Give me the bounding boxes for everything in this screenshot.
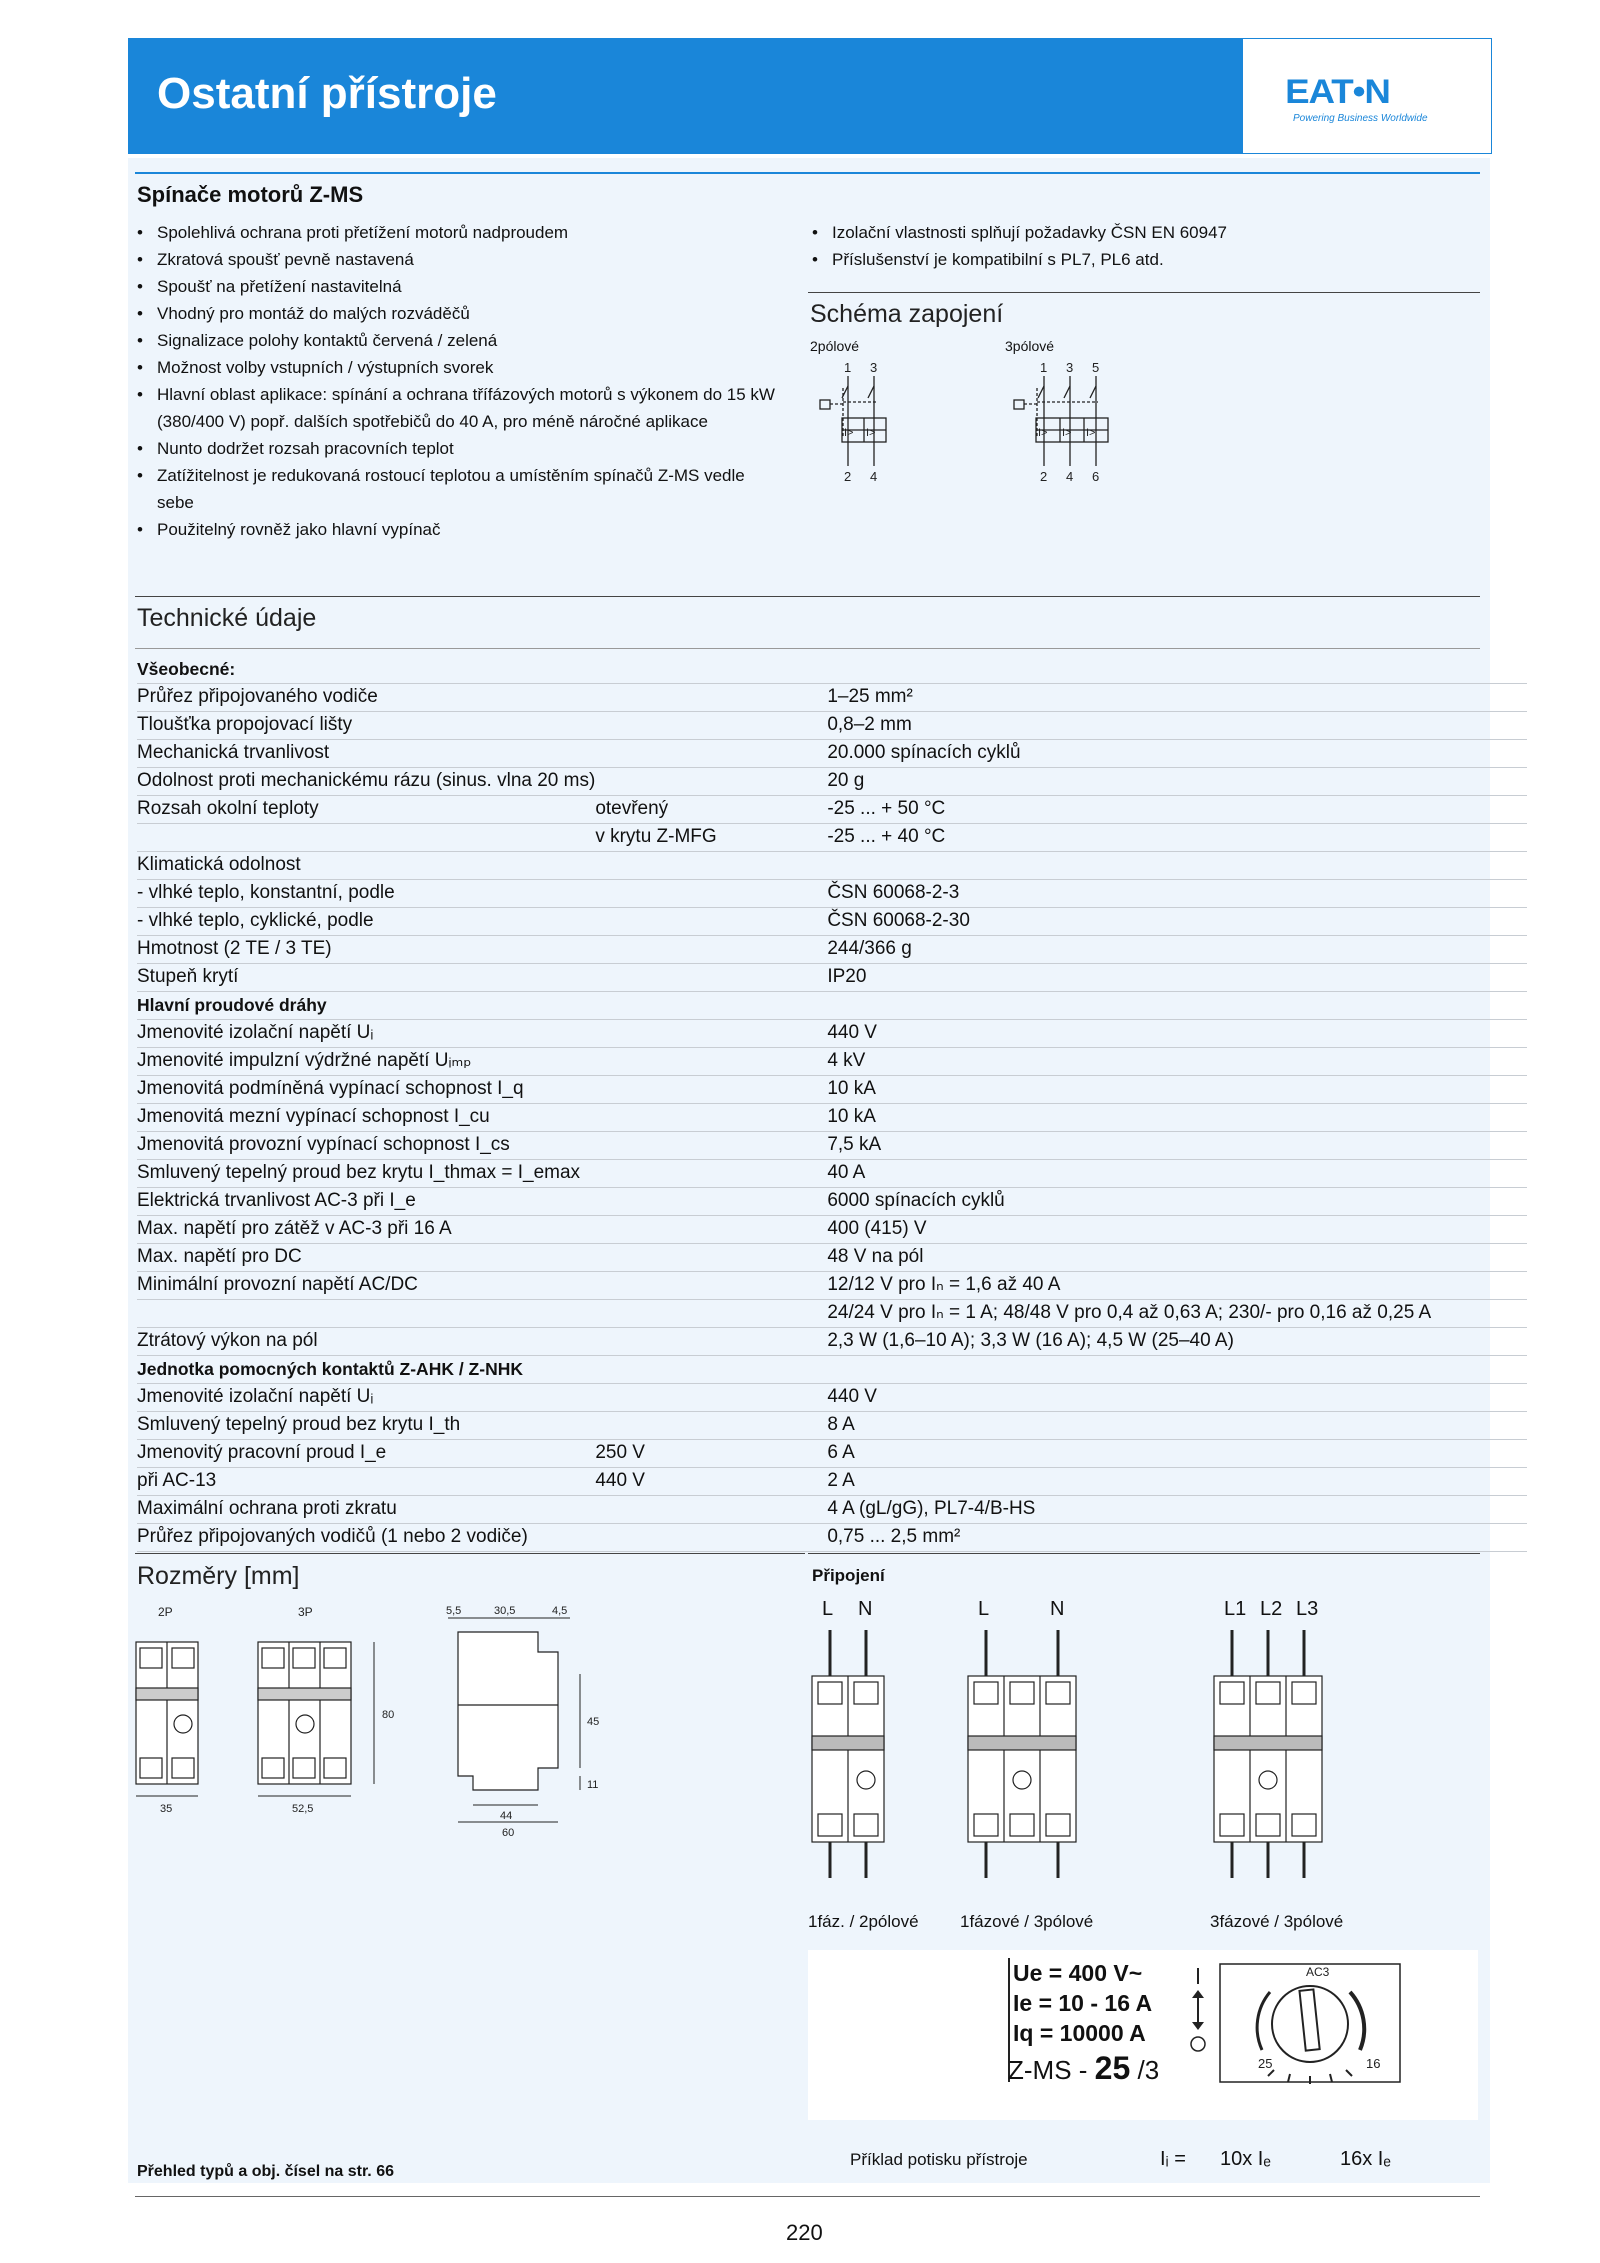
imprint-ie: Ie = 10 - 16 A: [1013, 1990, 1153, 2016]
dim-side-b: 11: [587, 1779, 599, 1791]
logo-tagline: Powering Business Worldwide: [1293, 113, 1428, 124]
tech-row: [137, 1244, 1527, 1272]
tech-condition: [595, 1328, 827, 1356]
dim-top-b: 30,5: [494, 1605, 516, 1617]
tech-divider: [135, 648, 1480, 649]
tech-condition: [595, 1384, 827, 1412]
dimension-drawing: [128, 1600, 608, 1850]
svg-text:I>: I>: [1062, 427, 1072, 439]
tech-condition: 250 V: [595, 1442, 645, 1463]
feature-item: • Nunto dodržet rozsah pracovních teplot: [137, 435, 777, 462]
tech-row: [137, 908, 1527, 936]
tech-param: Smluvený tepelný proud bez krytu I_thmax = I_emax: [137, 1162, 581, 1183]
tech-condition: [595, 1524, 827, 1552]
feature-item: • Spoušť na přetížení nastavitelná: [137, 273, 777, 300]
tech-condition: [595, 768, 827, 796]
feature-list-left: [137, 219, 777, 543]
tech-value: 400 (415) V: [827, 1218, 927, 1239]
term-2p-3: 3: [870, 360, 878, 375]
feature-item: • Možnost volby vstupních / výstupních svorek: [137, 354, 777, 381]
tech-param: Odolnost proti mechanickému rázu (sinus. vlna 20 ms): [137, 770, 596, 791]
imprint-type-value: 25: [1094, 2050, 1131, 2086]
tech-value: 6 A: [827, 1442, 855, 1463]
tech-value: 24/24 V pro Iₙ = 1 A; 48/48 V pro 0,4 až 0,63 A; 230/- pro 0,16 až 0,25 A: [827, 1302, 1432, 1323]
term-3p-4: 4: [1066, 469, 1074, 484]
tech-row: [137, 1440, 1527, 1468]
tech-param: Rozsah okolní teploty: [137, 798, 319, 819]
schema-label-3p: 3pólové: [1005, 338, 1055, 354]
connection-diagram: [966, 1620, 1084, 1880]
tech-row: [137, 1468, 1527, 1496]
phase-label: N: [1050, 1598, 1065, 1620]
tech-param: Maximální ochrana proti zkratu: [137, 1498, 397, 1519]
tech-value: 1–25 mm²: [827, 686, 913, 707]
eaton-logo: [1241, 39, 1491, 153]
tech-param: Jednotka pomocných kontaktů Z-AHK / Z-NHK: [137, 1359, 523, 1379]
tech-value: 7,5 kA: [827, 1134, 882, 1155]
connection-caption: 1fáz. / 2pólové: [808, 1912, 919, 1931]
tech-row: [137, 1300, 1527, 1328]
tech-value: 2 A: [827, 1470, 855, 1491]
tech-condition: 440 V: [595, 1470, 645, 1491]
feature-item: • Hlavní oblast aplikace: spínání a ochrana třífázových motorů s výkonem do 15 kW (380/400 V) popř. dalších spotřebičů do 40 A, pro méně náročné aplikace: [137, 381, 777, 435]
page-header: [128, 38, 1492, 154]
tech-row: [137, 1384, 1527, 1412]
tech-row: [137, 1412, 1527, 1440]
tech-condition: [595, 1356, 827, 1384]
feature-list-right: [812, 219, 1472, 273]
tech-condition: [595, 1188, 827, 1216]
tech-row: [137, 936, 1527, 964]
tech-param: Jmenovité izolační napětí Uᵢ: [137, 1022, 374, 1043]
tech-value: 48 V na pól: [827, 1246, 924, 1267]
dimensions-title: Rozměry [mm]: [137, 1562, 300, 1590]
schema-divider: [808, 292, 1480, 293]
tech-condition: [595, 880, 827, 908]
tech-row: [137, 1356, 1527, 1384]
tech-row: [137, 684, 1527, 712]
tech-param: [137, 824, 595, 852]
feature-item: • Zkratová spoušť pevně nastavená: [137, 246, 777, 273]
tech-param: Mechanická trvanlivost: [137, 742, 330, 763]
tech-param: Minimální provozní napětí AC/DC: [137, 1274, 418, 1295]
tech-value: -25 ... + 50 °C: [827, 798, 946, 819]
tech-value: 0,75 ... 2,5 mm²: [827, 1526, 961, 1547]
feature-item: • Izolační vlastnosti splňují požadavky ČSN EN 60947: [812, 219, 1472, 246]
tech-row: [137, 1076, 1527, 1104]
tech-value: ČSN 60068-2-3: [827, 882, 960, 903]
tech-row: [137, 796, 1527, 824]
imprint-10x: 10x Iₑ: [1220, 2148, 1271, 2170]
tech-value: [827, 1356, 1527, 1384]
conn-divider: [808, 1553, 1480, 1554]
feature-item: • Zatížitelnost je redukovaná rostoucí teplotou a umístěním spínačů Z-MS vedle sebe: [137, 462, 777, 516]
svg-text:I>: I>: [1086, 427, 1096, 439]
tech-condition: [595, 908, 827, 936]
connection-title: Připojení: [812, 1566, 885, 1585]
dim-side-h: 45: [587, 1716, 600, 1728]
tech-table: [137, 656, 1527, 1552]
imprint-16x: 16x Iₑ: [1340, 2148, 1391, 2170]
tech-row: [137, 964, 1527, 992]
tech-condition: [595, 992, 827, 1020]
tech-param: Jmenovité izolační napětí Uᵢ: [137, 1386, 374, 1407]
page-number: 220: [786, 2220, 823, 2245]
tech-condition: v krytu Z-MFG: [595, 826, 717, 847]
connection-caption: 3fázové / 3pólové: [1210, 1912, 1344, 1931]
tech-param: Jmenovitý pracovní proud I_e: [137, 1442, 387, 1463]
tech-divider-top: [135, 596, 1480, 597]
svg-text:I>: I>: [866, 427, 876, 439]
tech-value: [827, 656, 1527, 684]
logo-wordmark: EAT•N: [1285, 73, 1390, 111]
term-2p-4: 4: [870, 469, 878, 484]
tech-value: 12/12 V pro Iₙ = 1,6 až 40 A: [827, 1274, 1061, 1295]
tech-param: Jmenovitá mezní vypínací schopnost I_cu: [137, 1106, 490, 1127]
imprint-dial-min: 25: [1258, 2056, 1273, 2071]
tech-condition: [595, 1300, 827, 1328]
tech-param: Stupeň krytí: [137, 966, 239, 987]
tech-row: [137, 852, 1527, 880]
dim-side-w1: 44: [500, 1810, 513, 1822]
tech-row: [137, 1048, 1527, 1076]
tech-row: [137, 740, 1527, 768]
tech-param: Elektrická trvanlivost AC-3 při I_e: [137, 1190, 416, 1211]
imprint-ii: Iᵢ =: [1160, 2148, 1186, 2170]
dim-label-2p: 2P: [158, 1605, 173, 1619]
imprint-iq: Iq = 10000 A: [1013, 2020, 1146, 2046]
tech-value: 4 kV: [827, 1050, 866, 1071]
tech-param: Max. napětí pro DC: [137, 1246, 302, 1267]
tech-value: [827, 852, 1527, 880]
tech-condition: [595, 656, 827, 684]
phase-label: L1: [1224, 1598, 1247, 1620]
term-2p-1: 1: [844, 360, 852, 375]
dim-divider: [135, 1553, 805, 1554]
page-title: Ostatní přístroje: [157, 69, 497, 118]
tech-row: [137, 1104, 1527, 1132]
tech-condition: [595, 1020, 827, 1048]
tech-param: Ztrátový výkon na pól: [137, 1330, 318, 1351]
tech-row: [137, 656, 1527, 684]
tech-row: [137, 1272, 1527, 1300]
tech-param: Průřez připojovaných vodičů (1 nebo 2 vodiče): [137, 1526, 528, 1547]
tech-condition: [595, 1216, 827, 1244]
tech-row: [137, 1188, 1527, 1216]
imprint-type-prefix: Z-MS -: [1008, 2055, 1095, 2085]
tech-row: [137, 880, 1527, 908]
tech-row: [137, 992, 1527, 1020]
tech-condition: [595, 1244, 827, 1272]
tech-param: Smluvený tepelný proud bez krytu I_th: [137, 1414, 461, 1435]
phase-label: L3: [1296, 1598, 1319, 1620]
term-3p-2: 2: [1040, 469, 1048, 484]
tech-condition: otevřený: [595, 798, 669, 819]
tech-condition: [595, 1104, 827, 1132]
feature-item: • Spolehlivá ochrana proti přetížení motorů nadproudem: [137, 219, 777, 246]
order-reference-note: Přehled typů a obj. čísel na str. 66: [137, 2163, 394, 2180]
phase-label: L: [978, 1598, 990, 1620]
product-title: Spínače motorů Z-MS: [137, 182, 364, 207]
tech-value: 440 V: [827, 1386, 877, 1407]
tech-param: Jmenovitá podmíněná vypínací schopnost I_q: [137, 1078, 524, 1099]
tech-title: Technické údaje: [137, 604, 317, 632]
connection-caption: 1fázové / 3pólové: [960, 1912, 1094, 1931]
imprint-dial: [1178, 1962, 1478, 2087]
term-3p-6: 6: [1092, 469, 1100, 484]
tech-value: 40 A: [827, 1162, 866, 1183]
top-divider: [135, 172, 1480, 174]
imprint-type-suffix: /3: [1130, 2055, 1160, 2085]
tech-row: [137, 824, 1527, 852]
tech-param: při AC-13: [137, 1470, 217, 1491]
tech-param: Jmenovité impulzní výdržné napětí Uᵢₘₚ: [137, 1050, 472, 1071]
tech-param: [137, 1300, 595, 1328]
tech-row: [137, 1328, 1527, 1356]
tech-condition: [595, 1496, 827, 1524]
tech-condition: [595, 1132, 827, 1160]
tech-value: ČSN 60068-2-30: [827, 910, 970, 931]
svg-text:I>: I>: [844, 427, 854, 439]
tech-row: [137, 712, 1527, 740]
tech-param: Jmenovitá provozní vypínací schopnost I_cs: [137, 1134, 510, 1155]
tech-condition: [595, 740, 827, 768]
dim-height: 80: [382, 1709, 395, 1721]
tech-value: 8 A: [827, 1414, 855, 1435]
tech-param: Max. napětí pro zátěž v AC-3 při 16 A: [137, 1218, 452, 1239]
feature-item: • Příslušenství je kompatibilní s PL7, PL6 atd.: [812, 246, 1472, 273]
tech-value: 6000 spínacích cyklů: [827, 1190, 1005, 1211]
dim-w-3p: 52,5: [292, 1803, 314, 1815]
tech-row: [137, 1020, 1527, 1048]
tech-param: Průřez připojovaného vodiče: [137, 686, 378, 707]
tech-param: - vlhké teplo, cyklické, podle: [137, 910, 374, 931]
term-3p-1: 1: [1040, 360, 1048, 375]
tech-value: IP20: [827, 966, 867, 987]
wiring-schematic: [808, 358, 1168, 488]
tech-row: [137, 1496, 1527, 1524]
tech-value: 20.000 spínacích cyklů: [827, 742, 1021, 763]
dim-top-c: 4,5: [552, 1605, 568, 1617]
tech-param: - vlhké teplo, konstantní, podle: [137, 882, 395, 903]
tech-row: [137, 768, 1527, 796]
tech-value: 10 kA: [827, 1106, 876, 1127]
tech-value: [827, 992, 1527, 1020]
tech-param: Hmotnost (2 TE / 3 TE): [137, 938, 332, 959]
tech-condition: [595, 1412, 827, 1440]
imprint-caption: Příklad potisku přístroje: [850, 2150, 1028, 2169]
connection-diagram: [1212, 1620, 1330, 1880]
tech-value: 4 A (gL/gG), PL7-4/B-HS: [827, 1498, 1036, 1519]
tech-condition: [595, 964, 827, 992]
tech-row: [137, 1216, 1527, 1244]
term-3p-5: 5: [1092, 360, 1100, 375]
tech-condition: [595, 1076, 827, 1104]
tech-condition: [595, 684, 827, 712]
feature-item: • Signalizace polohy kontaktů červená / zelená: [137, 327, 777, 354]
imprint-dial-max: 16: [1366, 2056, 1381, 2071]
tech-value: -25 ... + 40 °C: [827, 826, 946, 847]
tech-condition: [595, 712, 827, 740]
connection-diagram: [810, 1620, 892, 1880]
footer-divider: [135, 2196, 1480, 2197]
dim-side-w2: 60: [502, 1827, 515, 1839]
feature-item: • Vhodný pro montáž do malých rozváděčů: [137, 300, 777, 327]
schema-title: Schéma zapojení: [810, 300, 1004, 328]
imprint-ue: Ue = 400 V~: [1013, 1960, 1143, 1986]
device-imprint-example: [808, 1950, 1478, 2120]
schema-label-2p: 2pólové: [810, 338, 860, 354]
tech-value: 2,3 W (1,6–10 A); 3,3 W (16 A); 4,5 W (25–40 A): [827, 1330, 1234, 1351]
feature-item: • Použitelný rovněž jako hlavní vypínač: [137, 516, 777, 543]
term-3p-3: 3: [1066, 360, 1074, 375]
tech-condition: [595, 1272, 827, 1300]
tech-value: 20 g: [827, 770, 865, 791]
tech-condition: [595, 936, 827, 964]
tech-row: [137, 1160, 1527, 1188]
tech-condition: [595, 1048, 827, 1076]
tech-value: 10 kA: [827, 1078, 876, 1099]
tech-param: Klimatická odolnost: [137, 854, 301, 875]
phase-label: L2: [1260, 1598, 1283, 1620]
tech-param: Hlavní proudové dráhy: [137, 995, 327, 1015]
phase-label: L: [822, 1598, 834, 1620]
term-2p-2: 2: [844, 469, 852, 484]
tech-value: 440 V: [827, 1022, 877, 1043]
dim-w-2p: 35: [160, 1803, 173, 1815]
svg-text:I>: I>: [1038, 427, 1048, 439]
dim-label-3p: 3P: [298, 1605, 313, 1619]
imprint-type: [1008, 2050, 1159, 2087]
tech-value: 244/366 g: [827, 938, 912, 959]
tech-param: Všeobecné:: [137, 659, 236, 679]
tech-condition: [595, 852, 827, 880]
dim-top-a: 5,5: [446, 1605, 462, 1617]
tech-param: Tloušťka propojovací lišty: [137, 714, 353, 735]
tech-row: [137, 1132, 1527, 1160]
tech-row: [137, 1524, 1527, 1552]
tech-condition: [595, 1160, 827, 1188]
phase-label: N: [858, 1598, 873, 1620]
imprint-ac: AC3: [1306, 1965, 1330, 1979]
tech-value: 0,8–2 mm: [827, 714, 912, 735]
